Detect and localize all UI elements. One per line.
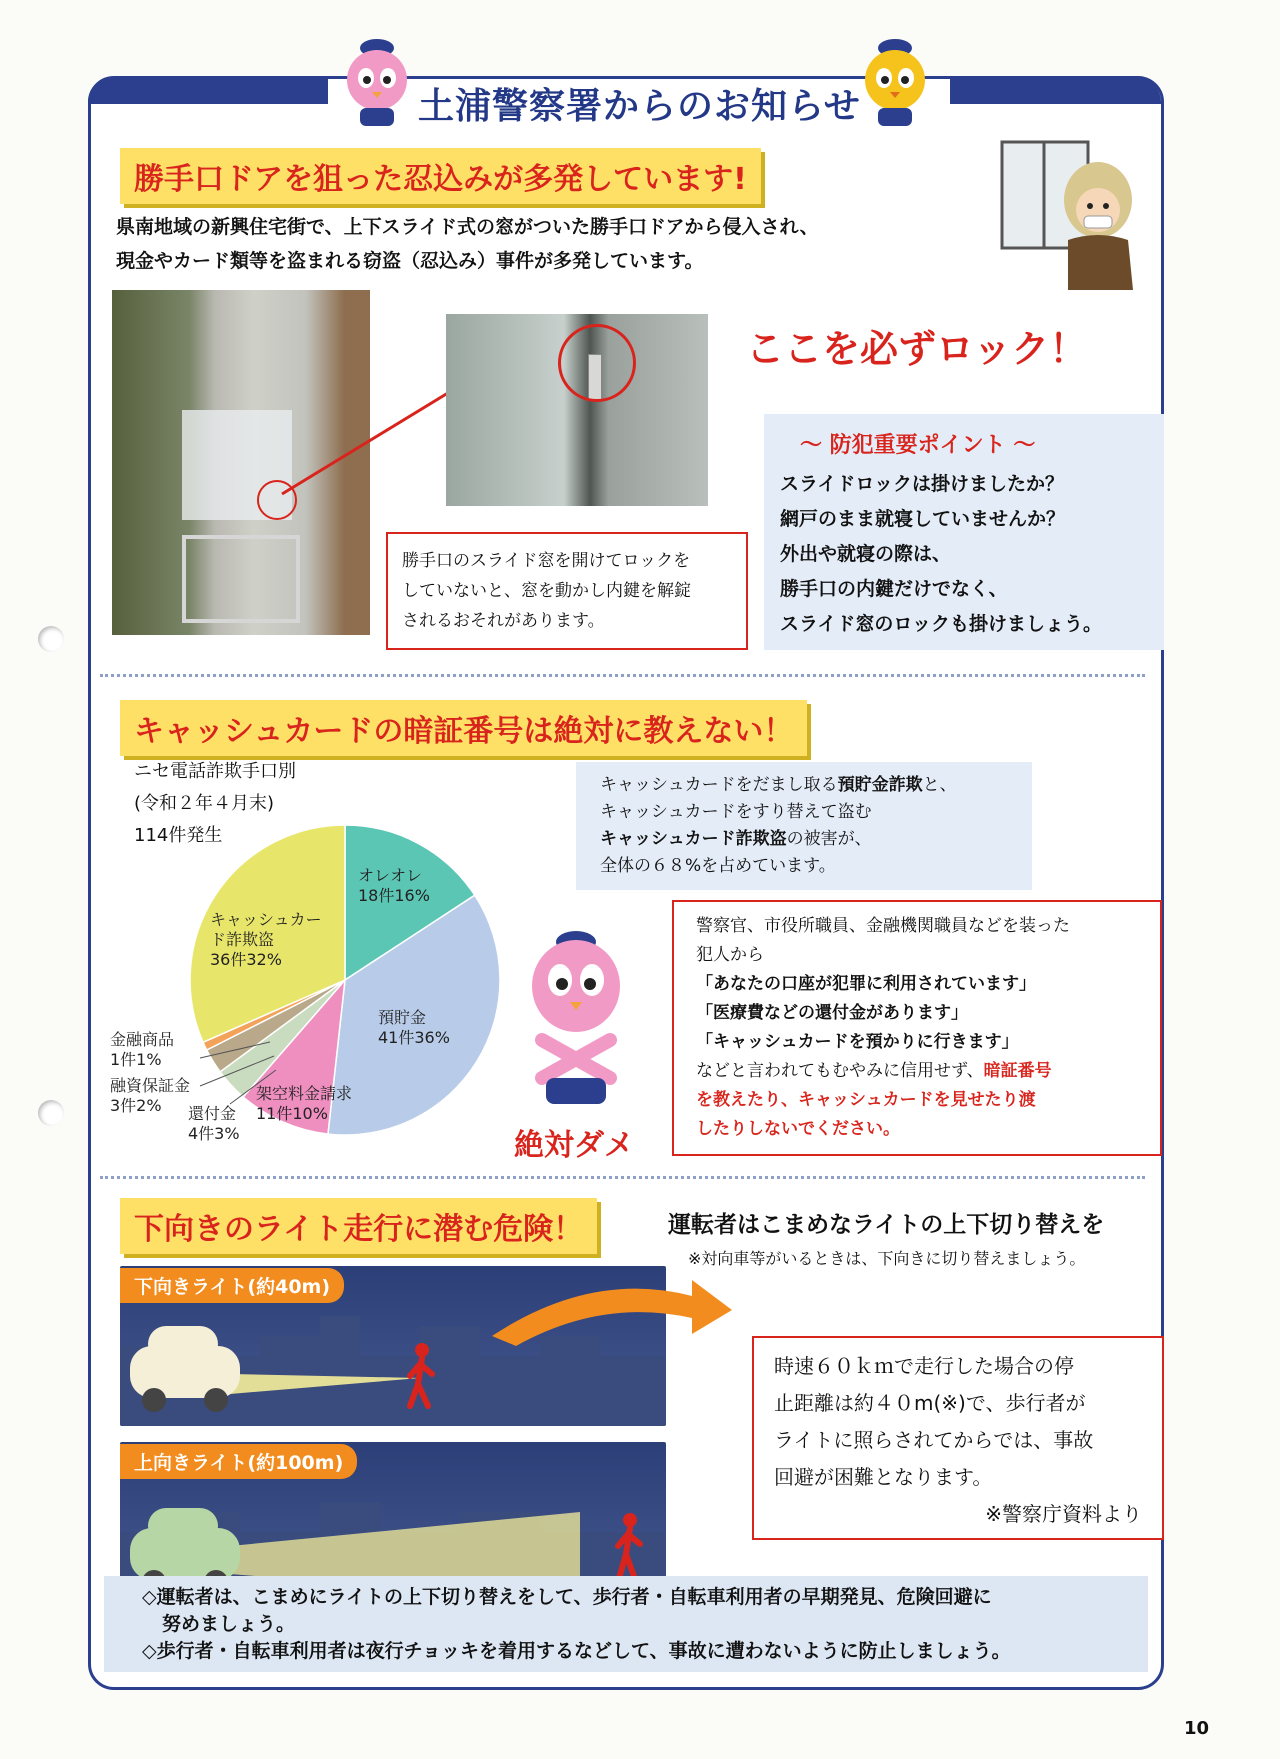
info-emphasis: キャッシュカード詐欺盗 xyxy=(600,829,787,849)
pie-label-value: 1件1% xyxy=(110,1050,162,1069)
header-bar-right xyxy=(950,78,1161,104)
info-text: キャッシュカードをだまし取る xyxy=(600,775,838,795)
mascot-cross-arms-icon xyxy=(516,928,636,1128)
pie-label-value: 11件10% xyxy=(256,1104,328,1123)
warning-quote: 「キャッシュカードを預かりに行きます」 xyxy=(696,1032,1019,1052)
binder-hole xyxy=(38,626,64,652)
point-item: スライドロックは掛けましたか？ xyxy=(780,473,1065,495)
advice-line: 努めましょう。 xyxy=(162,1613,296,1635)
warning-emphasis: 暗証番号 xyxy=(983,1061,1052,1081)
pie-label-yochokin xyxy=(378,1008,450,1048)
binder-hole xyxy=(38,1100,64,1126)
caption-line: していないと、窓を動かし内鍵を解錠 xyxy=(402,581,691,601)
pie-label-name: 架空料金請求 xyxy=(256,1084,353,1103)
section1-heading: 勝手口ドアを狙った忍込みが多発しています! xyxy=(120,148,761,204)
chart-title-line: (令和２年４月末) xyxy=(134,793,275,814)
chart-title-line: 114件発生 xyxy=(134,825,223,846)
high-beam-label: 上向きライト(約100m) xyxy=(120,1444,357,1479)
lock-closeup-photo xyxy=(446,314,708,506)
advice-line: ◇運転者は、こまめにライトの上下切り替えをして、歩行者・自転車利用者の早期発見、危険回避に xyxy=(142,1586,992,1608)
intro-line: 現金やカード類等を盗まれる窃盗（忍込み）事件が多発しています。 xyxy=(116,250,704,272)
pie-label-value: 3件2% xyxy=(110,1096,162,1115)
pie-label-value: 18件16% xyxy=(358,886,430,905)
header-bar-left xyxy=(88,78,328,104)
pie-label-name: 還付金 xyxy=(188,1104,237,1123)
mascot-pink-icon xyxy=(338,34,416,134)
explain-line: 回避が困難となります。 xyxy=(774,1465,993,1489)
fraud-warning-box xyxy=(672,900,1162,1156)
divider xyxy=(100,674,1145,677)
pie-label-cashcard xyxy=(210,910,330,970)
point-item: 勝手口の内鍵だけでなく、 xyxy=(780,578,1008,600)
caption-line: されるおそれがあります。 xyxy=(402,611,605,631)
mascot-caption: 絶対ダメ xyxy=(514,1128,634,1163)
info-text: 全体の６８%を占めています。 xyxy=(600,856,836,876)
info-text: の被害が、 xyxy=(786,829,872,849)
pie-label-name: 金融商品 xyxy=(110,1030,175,1049)
pie-label-name: 預貯金 xyxy=(378,1008,427,1027)
section1-intro xyxy=(116,210,819,278)
caption-line: 勝手口のスライド窓を開けてロックを xyxy=(402,551,691,571)
section3-heading: 下向きのライト走行に潜む危険！ xyxy=(120,1198,597,1254)
driver-note: ※対向車等がいるときは、下向きに切り替えましょう。 xyxy=(688,1249,1086,1268)
explain-line: 止距離は約４０m(※)で、歩行者が xyxy=(774,1391,1086,1415)
curved-arrow xyxy=(482,1270,742,1350)
lock-callout: ここを必ずロック！ xyxy=(746,327,1088,371)
intro-line: 県南地域の新興住宅街で、上下スライド式の窓がついた勝手口ドアから侵入され、 xyxy=(116,216,819,238)
section2-heading: キャッシュカードの暗証番号は絶対に教えない！ xyxy=(120,700,807,756)
warning-text: 警察官、市役所職員、金融機関職員などを装った xyxy=(696,916,1070,936)
mascot-yellow-icon xyxy=(856,34,934,134)
page-title: 土浦警察署からのお知らせ xyxy=(418,86,861,127)
pie-leader-lines xyxy=(170,1030,280,1110)
pie-label-value: 41件36% xyxy=(378,1028,450,1047)
divider xyxy=(100,1176,1145,1179)
safety-advice-box xyxy=(104,1576,1148,1672)
info-emphasis: 預貯金詐欺 xyxy=(837,775,923,795)
low-beam-label: 下向きライト(約40m) xyxy=(120,1268,344,1303)
warning-emphasis: したりしないでください。 xyxy=(696,1119,900,1139)
pie-label-name: キャッシュカード詐欺盗 xyxy=(210,910,322,949)
point-item: 網戸のまま就寝していませんか？ xyxy=(780,508,1066,530)
explain-line: 時速６０ｋｍで走行した場合の停 xyxy=(774,1354,1074,1378)
pie-label-value: 4件3% xyxy=(188,1124,240,1143)
source-note: ※警察庁資料より xyxy=(985,1502,1142,1526)
pie-label-name: オレオレ xyxy=(358,866,423,885)
fraud-info-box xyxy=(576,762,1032,890)
chart-title-line: ニセ電話詐欺手口別 xyxy=(134,761,296,782)
point-item: スライド窓のロックも掛けましょう。 xyxy=(780,613,1103,635)
pie-label-oreore xyxy=(358,866,430,906)
warning-quote: 「あなたの口座が犯罪に利用されています」 xyxy=(696,974,1036,994)
page-number: 10 xyxy=(1184,1718,1210,1739)
pie-label-kinyu xyxy=(110,1030,174,1070)
info-text: と、 xyxy=(922,775,957,795)
warning-emphasis: を教えたり、キャッシュカードを見せたり渡 xyxy=(696,1090,1036,1110)
pie-label-value: 36件32% xyxy=(210,950,282,969)
explain-line: ライトに照らされてからでは、事故 xyxy=(774,1428,1094,1452)
warning-text: 犯人から xyxy=(696,945,764,965)
warning-quote: 「医療費などの還付金があります」 xyxy=(696,1003,968,1023)
driver-advice: 運転者はこまめなライトの上下切り替えを xyxy=(668,1212,1105,1238)
pie-label-name: 融資保証金 xyxy=(110,1076,191,1095)
pie-label-kanpu xyxy=(188,1104,240,1144)
points-title: ～ 防犯重要ポイント ～ xyxy=(800,433,1036,458)
point-item: 外出や就寝の際は、 xyxy=(780,543,952,565)
info-text: キャッシュカードをすり替えて盗む xyxy=(600,802,872,822)
warning-text: などと言われてもむやみに信用せず、 xyxy=(696,1061,984,1081)
stopping-distance-box xyxy=(752,1336,1164,1540)
burglar-illustration xyxy=(998,140,1148,290)
advice-line: ◇歩行者・自転車利用者は夜行チョッキを着用するなどして、事故に遭わないように防止しましょう。 xyxy=(142,1640,1011,1662)
crime-prevention-points xyxy=(764,414,1164,650)
section1-caption-box xyxy=(386,532,748,650)
